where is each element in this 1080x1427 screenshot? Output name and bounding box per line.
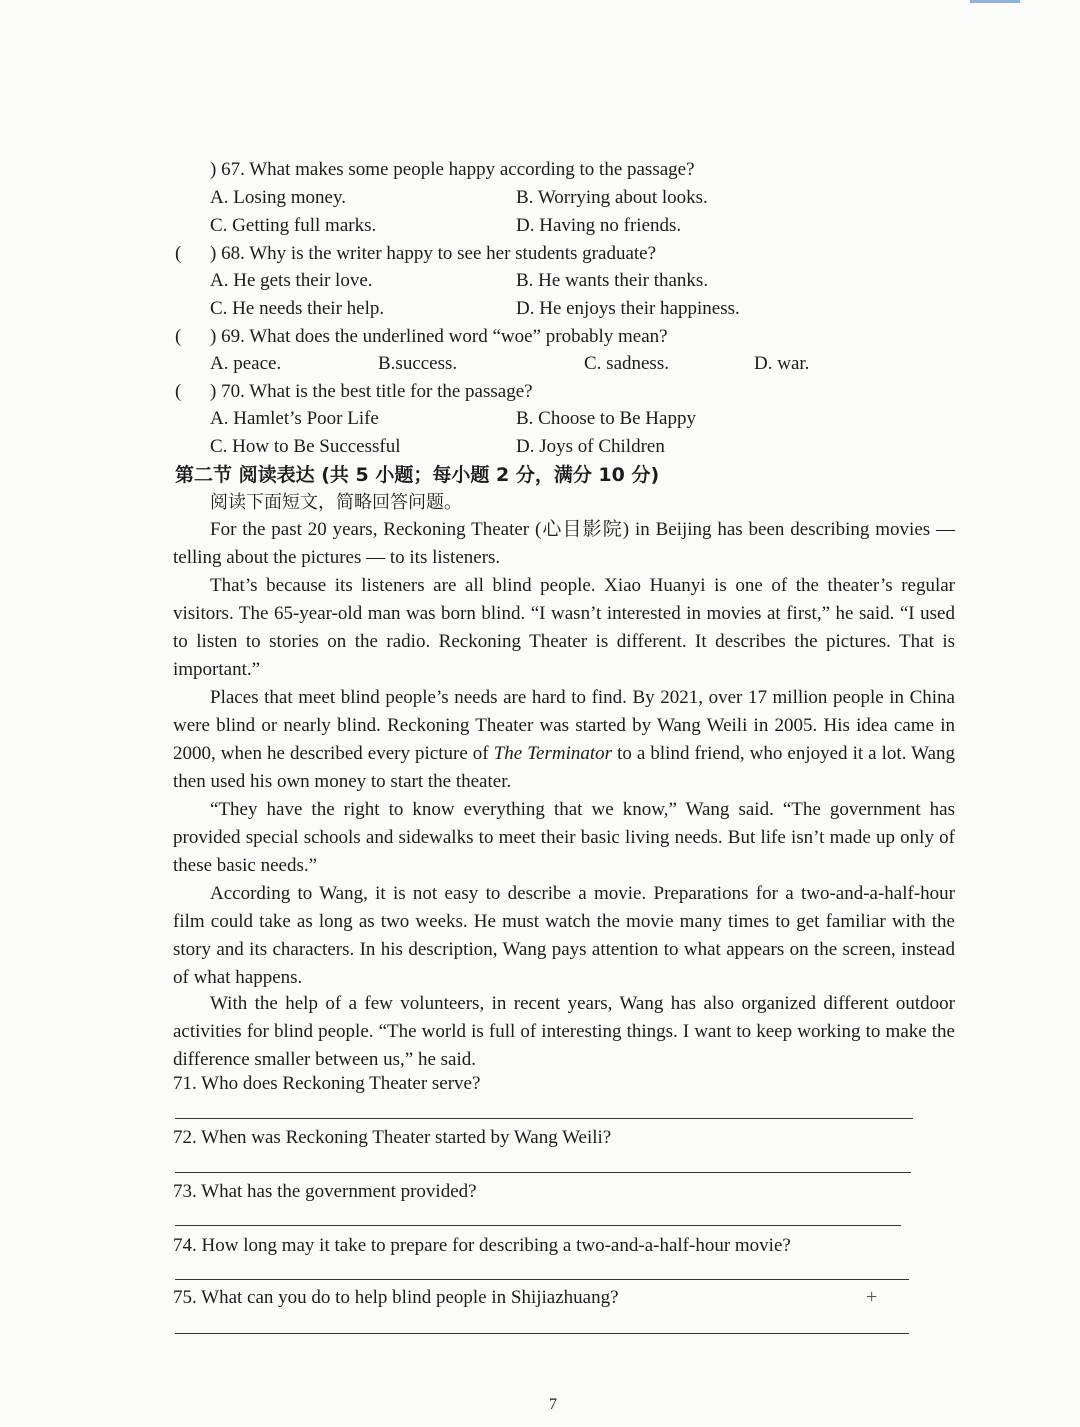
passage-paragraph-2: That’s because its listeners are all blind people. Xiao Huanyi is one of the theater’s regular visitors. The 65-year-old man was born blind. “I wasn’t interested in movies at first,” he said. “I used to listen to stories on the radio. Reckoning Theater is different. It describes the pictures. That is important.” [173,575,955,680]
q68-option-b: B. He wants their thanks. [516,270,709,291]
answer-paren-69: ( [175,326,182,347]
q70-option-c: C. How to Be Successful [210,436,401,457]
q70-option-a: A. Hamlet’s Poor Life [210,408,379,429]
plus-mark: + [866,1286,878,1308]
q67-option-a: A. Losing money. [210,187,346,208]
section-title: 第二节 阅读表达 (共 5 小题；每小题 2 分，满分 10 分) [175,464,660,486]
question-73: 73. What has the government provided? [173,1181,477,1202]
answer-line-72[interactable] [175,1172,911,1173]
q70-option-b: B. Choose to Be Happy [516,408,696,429]
answer-line-74[interactable] [175,1279,909,1280]
q69-option-b: B.success. [378,353,458,374]
q69-option-a: A. peace. [210,353,282,374]
answer-line-73[interactable] [175,1225,901,1226]
passage-paragraph-5: According to Wang, it is not easy to describe a movie. Preparations for a two-and-a-half-hour film could take as long as two weeks. He must watch the movie many times to get familiar with the story and its characters. In his description, Wang pays attention to what appears on the screen, instead of what happens. [173,883,955,988]
passage-paragraph-3 [173,684,955,796]
section-instruction: 阅读下面短文，简略回答问题。 [210,492,462,513]
question-71: 71. Who does Reckoning Theater serve? [173,1073,481,1094]
question-67: ) 67. What makes some people happy according to the passage? [210,159,695,180]
q68-option-a: A. He gets their love. [210,270,373,291]
paragraph-3-text-before: Places that meet blind people’s needs are hard to find. By 2021, over 17 million people in China were blind or nearly blind. Reckoning Theater was started by Wang Weili in 2005. His idea came in 2000, when he described every picture of [173,687,955,764]
passage-paragraph-6: With the help of a few volunteers, in recent years, Wang has also organized different outdoor activities for blind people. “The world is full of interesting things. I want to keep working to make the difference smaller between us,” he said. [173,993,955,1070]
q67-option-d: D. Having no friends. [516,215,682,236]
question-68: ) 68. Why is the writer happy to see her students graduate? [210,243,657,264]
passage-paragraph-1: For the past 20 years, Reckoning Theater (心目影院) in Beijing has been describing movies — telling about the pictures — to its listeners. [173,519,955,568]
question-72: 72. When was Reckoning Theater started by Wang Weili? [173,1127,612,1148]
q68-option-d: D. He enjoys their happiness. [516,298,740,319]
answer-line-75[interactable] [175,1333,909,1334]
question-75: 75. What can you do to help blind people in Shijiazhuang? [173,1287,619,1308]
passage-paragraph-4: “They have the right to know everything that we know,” Wang said. “The government has provided special schools and sidewalks to meet their basic living needs. But life isn’t made up only of these basic needs.” [173,799,955,876]
answer-line-71[interactable] [175,1118,913,1119]
answer-paren-70: ( [175,381,182,402]
page-number: 7 [549,1396,557,1413]
q67-option-c: C. Getting full marks. [210,215,377,236]
question-69: ) 69. What does the underlined word “woe” probably mean? [210,326,668,347]
q69-option-d: D. war. [754,353,810,374]
film-title: The Terminator [493,743,613,764]
question-70: ) 70. What is the best title for the passage? [210,381,533,402]
q69-option-c: C. sadness. [584,353,669,374]
q70-option-d: D. Joys of Children [516,436,665,457]
q67-option-b: B. Worrying about looks. [516,187,708,208]
paragraph-3-text-after: to a blind friend, who enjoyed it a lot. Wang then used his own money to start the theater. [173,743,955,792]
question-74: 74. How long may it take to prepare for describing a two-and-a-half-hour movie? [173,1235,791,1256]
answer-paren-68: ( [175,243,182,264]
q68-option-c: C. He needs their help. [210,298,385,319]
